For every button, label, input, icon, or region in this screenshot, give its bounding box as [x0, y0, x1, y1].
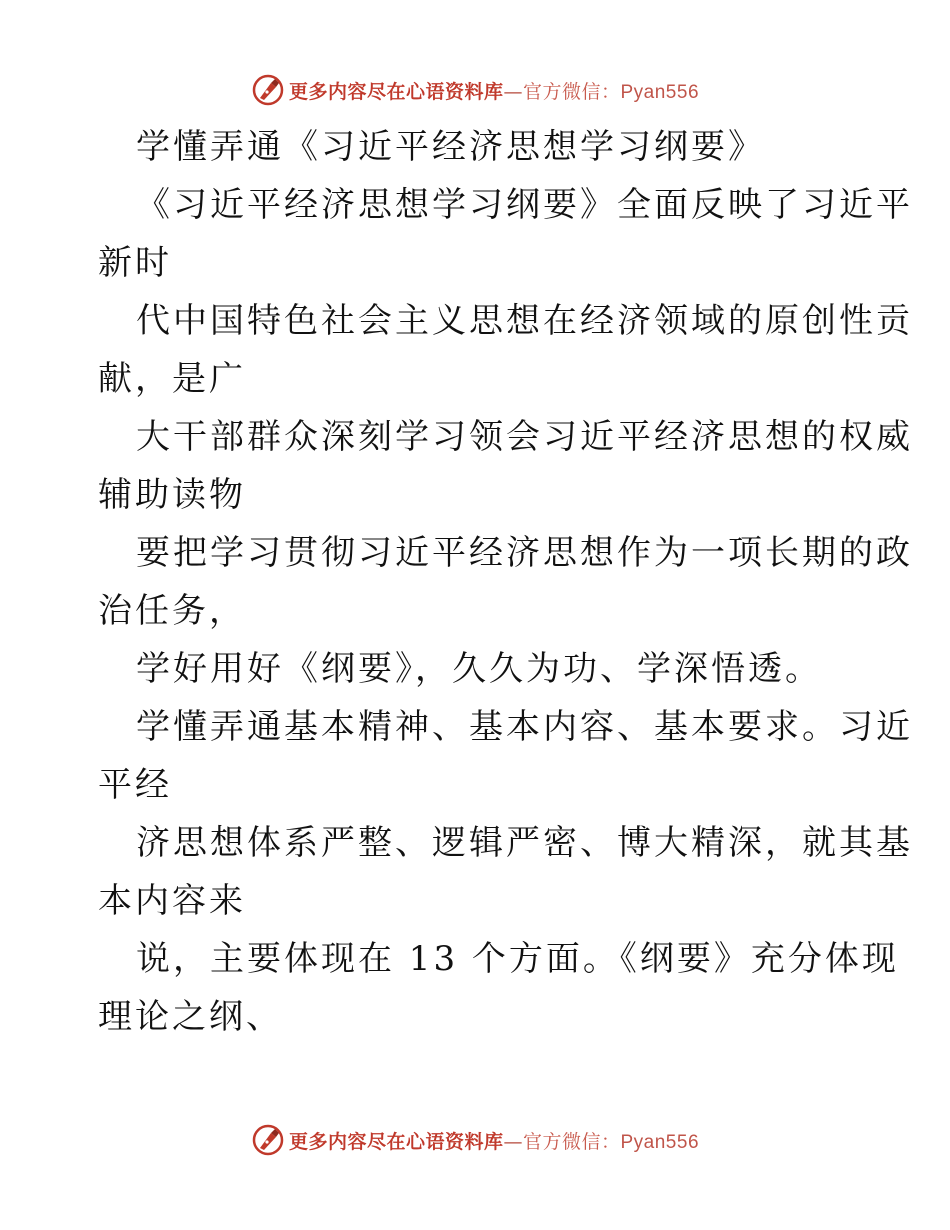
footer-brand-text: 更多内容尽在心语资料库 — [288, 1130, 504, 1153]
header-banner-text — [289, 77, 699, 104]
doc-line: 新时 — [98, 243, 172, 283]
doc-line: 献，是广 — [98, 359, 246, 399]
doc-line-title: 学懂弄通《习近平经济思想学习纲要》 — [136, 127, 765, 167]
header-wechat-label: 官方微信： — [522, 80, 621, 103]
document-body — [98, 118, 913, 1046]
header-separator: — — [503, 80, 523, 103]
header-wechat-id: Pyan556 — [620, 81, 700, 103]
footer-banner-text — [289, 1127, 699, 1154]
doc-line: 要把学习贯彻习近平经济思想作为一项长期的政 — [136, 533, 913, 573]
header-brand-text: 更多内容尽在心语资料库 — [288, 80, 504, 103]
doc-line: 本内容来 — [98, 881, 246, 921]
footer-wechat-id: Pyan556 — [620, 1131, 700, 1153]
doc-line: 说，主要体现在 13 个方面。《纲要》充分体现 — [136, 939, 899, 979]
footer-banner — [0, 1120, 950, 1160]
doc-line: 理论之纲、 — [98, 997, 283, 1037]
footer-wechat-label: 官方微信： — [522, 1130, 621, 1153]
doc-line: 《习近平经济思想学习纲要》全面反映了习近平 — [136, 185, 913, 225]
doc-line: 代中国特色社会主义思想在经济领域的原创性贡 — [136, 301, 913, 341]
doc-line: 学懂弄通基本精神、基本内容、基本要求。习近 — [136, 707, 913, 747]
footer-separator: — — [503, 1130, 523, 1153]
doc-line: 大干部群众深刻学习领会习近平经济思想的权威 — [136, 417, 913, 457]
doc-line: 辅助读物 — [98, 475, 246, 515]
pen-nib-logo-icon — [251, 73, 285, 107]
doc-line: 平经 — [98, 765, 172, 805]
pen-nib-logo-icon — [251, 1123, 285, 1157]
header-banner — [0, 70, 950, 110]
doc-line: 治任务， — [98, 591, 246, 631]
doc-line: 济思想体系严整、逻辑严密、博大精深，就其基 — [136, 823, 913, 863]
doc-line: 学好用好《纲要》，久久为功、学深悟透。 — [136, 649, 822, 689]
